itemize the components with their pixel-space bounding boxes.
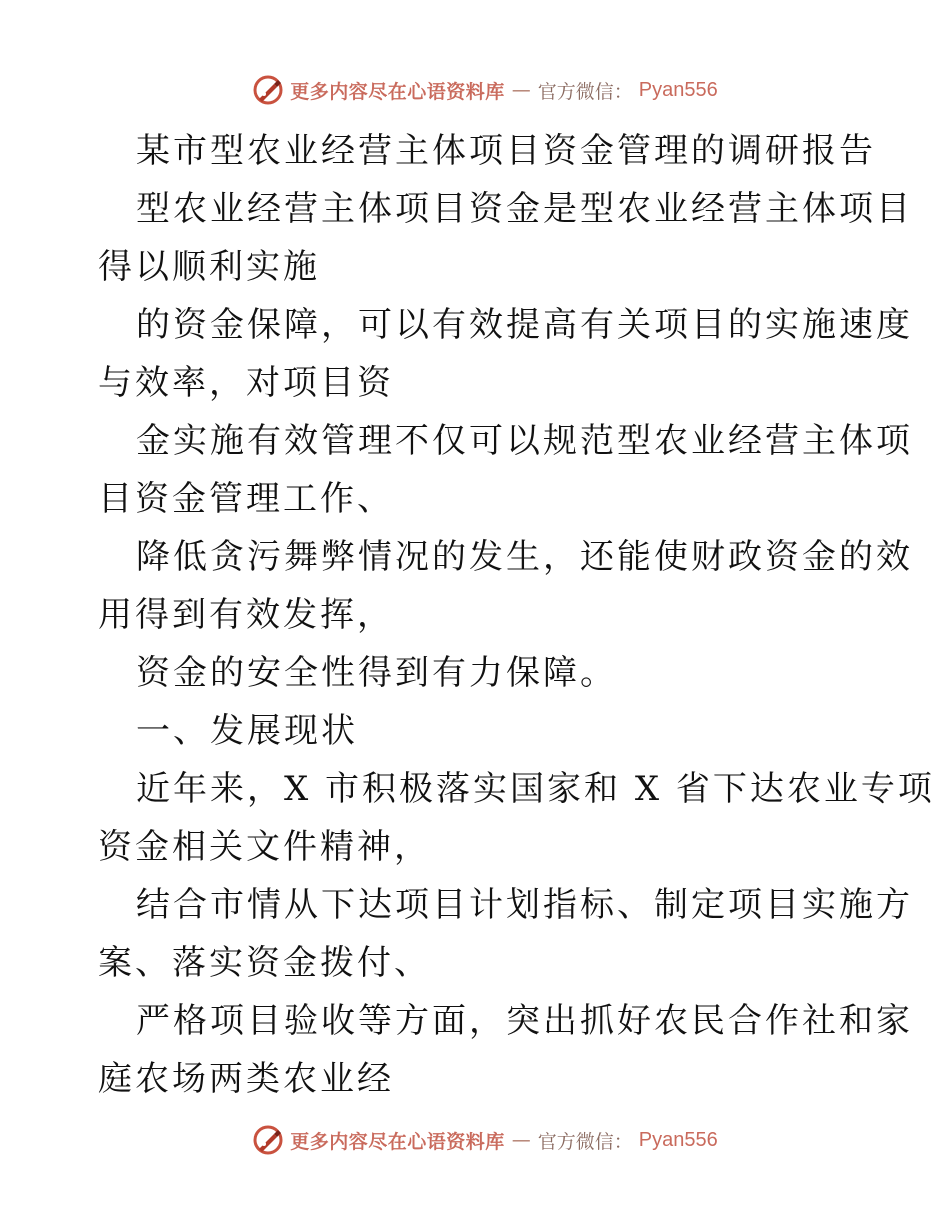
pen-logo-icon — [252, 74, 284, 106]
paragraph-line: 用得到有效发挥， — [98, 595, 394, 635]
banner-content — [252, 1124, 718, 1156]
paragraph-line: 的资金保障，可以有效提高有关项目的实施速度 — [136, 305, 913, 345]
banner-dash: — — [511, 1129, 531, 1151]
banner-wechat-id: Pyan556 — [638, 78, 718, 101]
banner-wechat-id: Pyan556 — [638, 1128, 718, 1151]
document-title: 某市型农业经营主体项目资金管理的调研报告 — [136, 131, 876, 171]
banner-slogan: 更多内容尽在心语资料库 — [290, 1130, 505, 1153]
banner-slogan: 更多内容尽在心语资料库 — [290, 80, 505, 103]
pen-logo-icon — [252, 1124, 284, 1156]
paragraph-line: 严格项目验收等方面，突出抓好农民合作社和家 — [136, 1001, 913, 1041]
banner-dash: — — [511, 79, 531, 101]
paragraph-line: 资金的安全性得到有力保障。 — [136, 653, 617, 693]
banner-content — [252, 74, 718, 106]
document-body — [98, 122, 935, 1108]
header-banner — [0, 70, 950, 110]
paragraph-line: 金实施有效管理不仅可以规范型农业经营主体项 — [136, 421, 913, 461]
paragraph-line: 近年来，X 市积极落实国家和 X 省下达农业专项 — [136, 769, 935, 809]
paragraph-line: 与效率，对项目资 — [98, 363, 394, 403]
paragraph-line: 结合市情从下达项目计划指标、制定项目实施方 — [136, 885, 913, 925]
banner-wechat-label: 官方微信： — [537, 80, 633, 103]
paragraph-line: 目资金管理工作、 — [98, 479, 394, 519]
paragraph-line: 得以顺利实施 — [98, 247, 320, 287]
banner-wechat-label: 官方微信： — [537, 1130, 633, 1153]
section-heading: 一、发展现状 — [136, 711, 358, 751]
paragraph-line: 案、落实资金拨付、 — [98, 943, 431, 983]
footer-banner — [0, 1120, 950, 1160]
paragraph-line: 降低贪污舞弊情况的发生，还能使财政资金的效 — [136, 537, 913, 577]
paragraph-line: 型农业经营主体项目资金是型农业经营主体项目 — [136, 189, 913, 229]
paragraph-line: 资金相关文件精神， — [98, 827, 431, 867]
paragraph-line: 庭农场两类农业经 — [98, 1059, 394, 1099]
